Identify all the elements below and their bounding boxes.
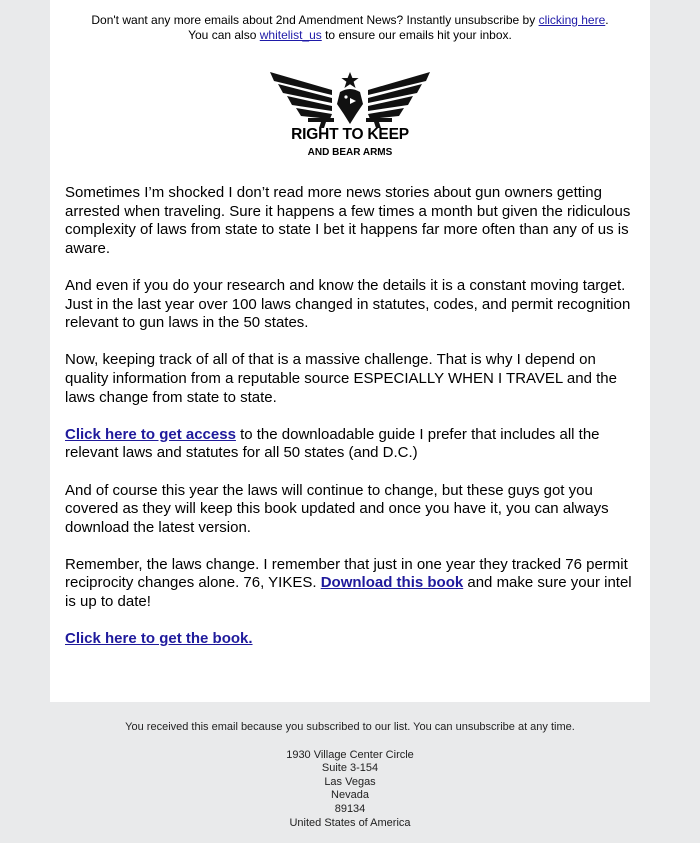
unsubscribe-link[interactable]: clicking here [538, 13, 606, 27]
whitelist-link[interactable]: whitelist_us [259, 28, 322, 42]
paragraph-1: Sometimes I’m shocked I don’t read more news stories about gun owners getting arrested when traveling. Sure it happens a few times a month but given the ridiculous complexity of laws from state to state I bet it happens far more often than any of us is aware. [65, 184, 631, 257]
paragraph-7 [65, 630, 640, 649]
notice-line2-prefix: You can also [188, 28, 260, 42]
notice-line2-suffix: to ensure our emails hit your inbox. [321, 28, 512, 42]
paragraph-5: And of course this year the laws will continue to change, but these guys got you covered as they will keep this book updated and once you have it, you can always download the latest version. [65, 481, 609, 536]
logo-line2: AND BEAR ARMS [307, 147, 393, 158]
get-book-link[interactable]: Click here to get the book. [65, 630, 253, 648]
subscription-note: You received this email because you subscribed to our list. You can unsubscribe at any time. [125, 721, 575, 733]
paragraph-4-text: to the downloadable guide I prefer that includes all the relevant laws and statutes for all 50 states (and D.C.) [65, 425, 600, 462]
address-line-3: Las Vegas [324, 775, 376, 788]
logo-line1: RIGHT TO KEEP [291, 126, 409, 143]
download-book-link[interactable]: Download this book [320, 574, 464, 592]
get-access-link[interactable]: Click here to get access [65, 425, 236, 443]
address-line-2: Suite 3-154 [321, 762, 379, 775]
notice-line1-suffix: . [605, 13, 609, 27]
address-line-4: Nevada [331, 789, 369, 802]
paragraph-2: And even if you do your research and know the details it is a constant moving target. Just in the last year over 100 laws changed in statutes, codes, and permit recognition relevant to gun laws in the 50 states. [65, 276, 631, 332]
notice-line1-prefix: Don't want any more emails about 2nd Amendment News? Instantly unsubscribe by [91, 13, 539, 27]
paragraph-6-start: Remember, the laws change. I remember that just in one year they tracked 76 permit reciprocity changes alone. 76, YIKES. [65, 555, 628, 592]
unsubscribe-notice [50, 13, 650, 43]
email-body [65, 184, 640, 667]
address-line-5: 89134 [334, 802, 366, 815]
paragraph-4 [65, 426, 640, 463]
paragraph-6-end: and make sure your intel is up to date! [65, 574, 632, 611]
address-line-6: United States of America [289, 816, 411, 829]
email-card [50, 0, 650, 702]
email-footer [0, 721, 700, 830]
paragraph-6 [65, 556, 640, 612]
paragraph-3: Now, keeping track of all of that is a massive challenge. That is why I depend on quality information from a reputable source ESPECIALLY WHEN I TRAVEL and the laws change from state to state. [65, 351, 617, 406]
brand-logo [270, 68, 430, 164]
address-line-1: 1930 Village Center Circle [286, 748, 414, 761]
